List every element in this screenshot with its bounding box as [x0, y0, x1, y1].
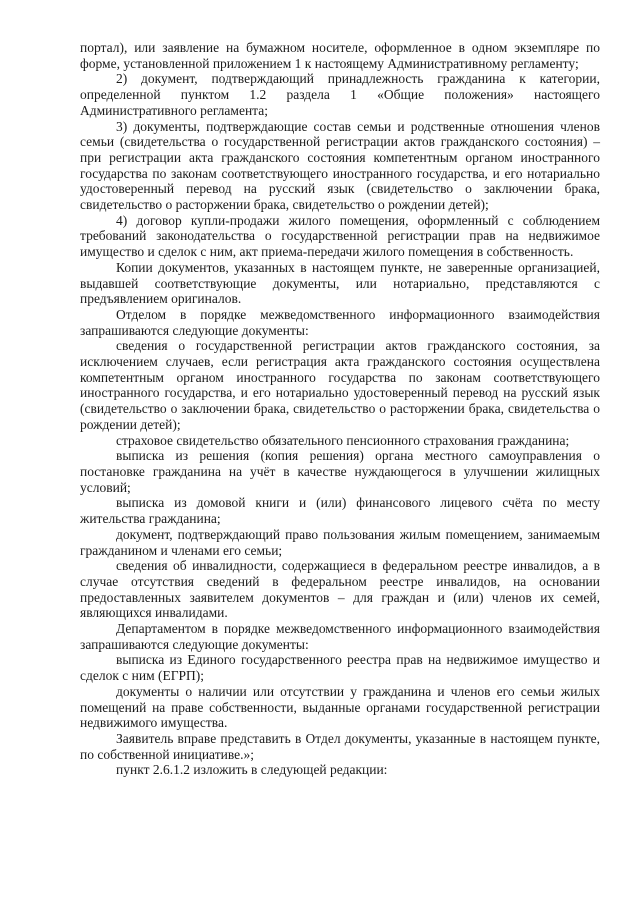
- paragraph-clause-2-6-1-2: пункт 2.6.1.2 изложить в следующей редакции:: [116, 762, 388, 778]
- paragraph-applicant-initiative: Заявитель вправе представить в Отдел документы, указанные в настоящем пункте, по собственной инициативе.»;: [80, 730, 600, 762]
- paragraph-local-government-decision: выписка из решения (копия решения) органа местного самоуправления о постановке гражданина на учёт в качестве нуждающегося в улучшении жилищных условий;: [80, 448, 600, 495]
- paragraph-portal-application: портал), или заявление на бумажном носителе, оформленное в одном экземпляре по форме, установленной приложением 1 к настоящему Административному регламенту;: [80, 40, 600, 71]
- paragraph-egrp-extract: выписка из Единого государственного реестра прав на недвижимое имущество и сделок с ним (ЕГРП);: [80, 652, 600, 684]
- paragraph-property-documents: документы о наличии или отсутствии у гражданина и членов его семьи жилых помещений на праве собственности, выданные органами государственной регистрации недвижимого имущества.: [80, 683, 600, 731]
- paragraph-item-4-sale-contract: 4) договор купли-продажи жилого помещения, оформленный с соблюдением требований законодательства о государственной регистрации прав на недвижимое имущество и сделок с ним, акт приема-передачи жилого помещения в собственность.: [80, 212, 600, 260]
- paragraph-house-register-extract: выписка из домовой книги и (или) финансового лицевого счёта по месту жительства гражданина;: [80, 495, 600, 527]
- paragraph-civil-registration-info: сведения о государственной регистрации актов гражданского состояния, за исключением случаев, если регистрация акта гражданского состояния осуществлена компетентным органом иностранного государства по законам соответствующего иностранного государства, и его нотариально удостоверенный перевод на русский язык (свидетельство о заключении брака, свидетельство о расторжении брака, свидетельства о рождении детей);: [80, 338, 600, 432]
- paragraph-housing-right-document: документ, подтверждающий право пользования жилым помещением, занимаемым гражданином и членами его семьи;: [80, 526, 600, 558]
- paragraph-copies-notice: Копии документов, указанных в настоящем пункте, не заверенные организацией, выдавшей соответствующие документы, или нотариально, представляются с предъявлением оригиналов.: [80, 259, 600, 307]
- paragraph-pension-insurance: страховое свидетельство обязательного пенсионного страхования гражданина;: [116, 432, 570, 448]
- paragraph-item-3-family-documents: 3) документы, подтверждающие состав семьи и родственные отношения членов семьи (свидетельства о государственной регистрации актов гражданского состояния) – при регистрации акта гражданского состояния компетентным органом иностранного государства по законам соответствующего иностранного государства, и его нотариально удостоверенный перевод на русский язык (свидетельство о заключении брака, свидетельство о расторжении брака, свидетельство о рождении детей);: [80, 118, 600, 213]
- paragraph-directorate-requests: Департаментом в порядке межведомственного информационного взаимодействия запрашиваются следующие документы:: [80, 621, 600, 652]
- paragraph-department-requests: Отделом в порядке межведомственного информационного взаимодействия запрашиваются следующие документы:: [80, 306, 600, 338]
- document-page: [80, 40, 600, 778]
- paragraph-disability-info: сведения об инвалидности, содержащиеся в федеральном реестре инвалидов, а в случае отсутствия сведений в федеральном реестре инвалидов, на основании предоставленных заявителем документов – для граждан и (или) членов их семей, являющихся инвалидами.: [80, 558, 600, 621]
- paragraph-item-2-category-document: 2) документ, подтверждающий принадлежность гражданина к категории, определенной пунктом 1.2 раздела 1 «Общие положения» настоящего Административного регламента;: [80, 71, 600, 118]
